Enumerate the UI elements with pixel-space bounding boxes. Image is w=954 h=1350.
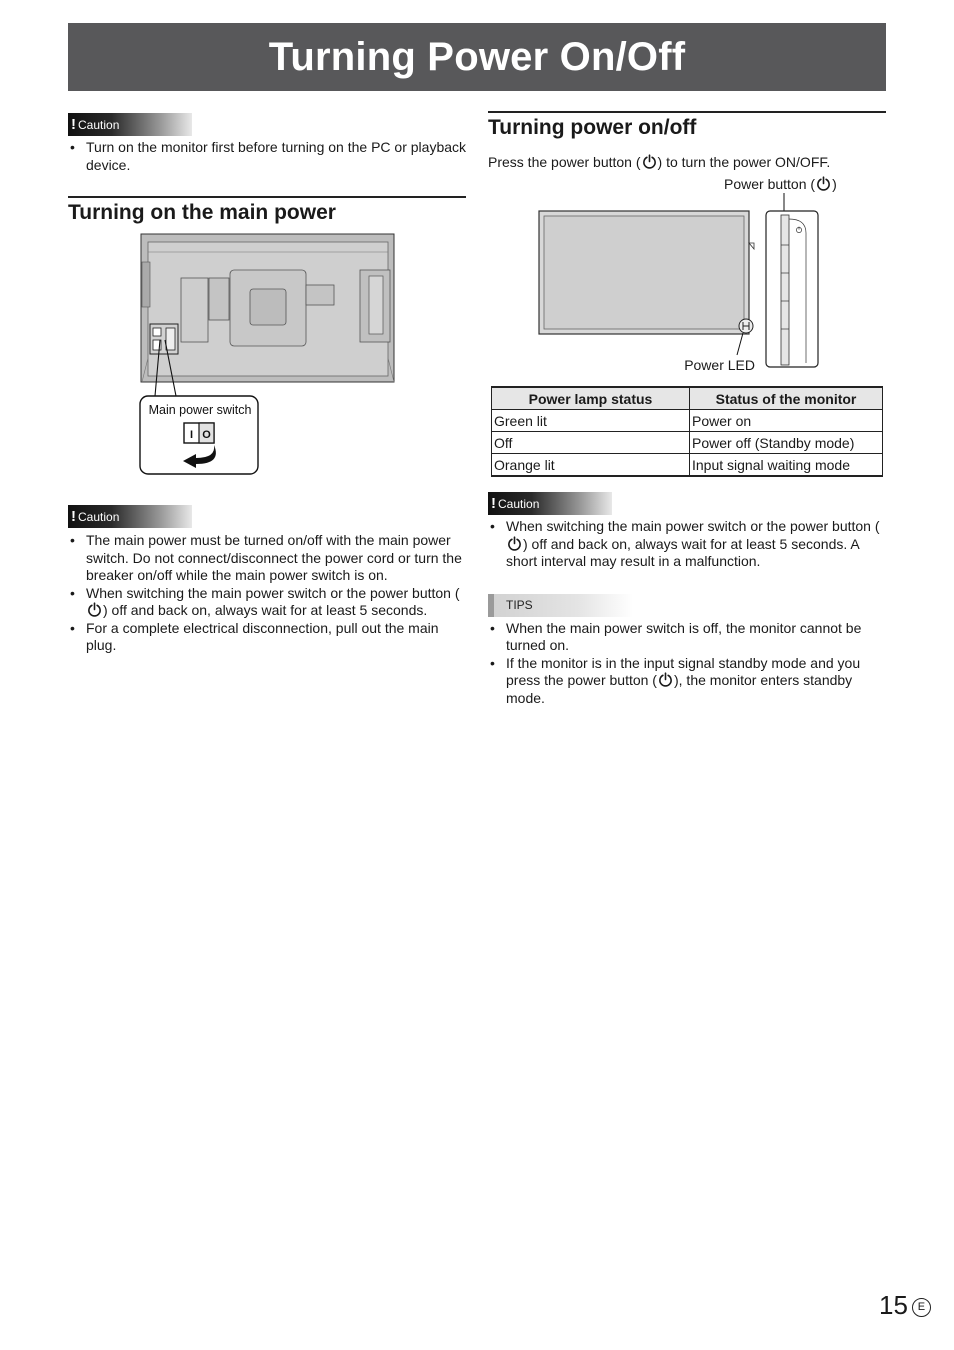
list-item-text: ), the monitor enters standby mode. (506, 672, 853, 706)
table-cell: Input signal waiting mode (690, 454, 883, 477)
list-item (488, 655, 886, 708)
list-item-text: ) off and back on, always wait for at least 5 seconds. (103, 602, 428, 618)
intro-text-pre: Press the power button ( (488, 154, 641, 170)
caution-badge (488, 492, 612, 515)
table-cell: Off (492, 432, 690, 454)
table-cell: Green lit (492, 410, 690, 432)
power-icon (507, 536, 522, 551)
power-icon (642, 154, 657, 169)
tips-list (488, 620, 886, 708)
monitor-front (539, 211, 749, 334)
monitor-front-figure (488, 193, 886, 383)
power-inlet (150, 324, 178, 354)
section-title-power-onoff: Turning power on/off (488, 111, 886, 140)
list-item (488, 518, 886, 571)
exclamation-icon: ! (71, 116, 76, 133)
list-item: • The main power must be turned on/off with the main power switch. Do not connect/disconnect the power cord or turn the breaker on/off while the main power switch is on. (68, 532, 466, 585)
list-item: • For a complete electrical disconnection, pull out the main plug. (68, 620, 466, 655)
power-icon (87, 602, 102, 617)
page-title: Turning Power On/Off (268, 34, 686, 79)
switch-off-symbol: O (202, 429, 211, 441)
main-power-switch-label: Main power switch (148, 403, 252, 417)
list-item-text: When switching the main power switch or the power button ( (86, 584, 460, 601)
list-item: • When the main power switch is off, the monitor cannot be turned on. (488, 620, 886, 655)
exclamation-icon: ! (491, 495, 496, 512)
page-number (879, 1290, 931, 1321)
table-header: Power lamp status (492, 387, 690, 410)
caution-label: Caution (498, 496, 540, 511)
tips-badge (488, 594, 633, 617)
tips-label: TIPS (506, 598, 533, 612)
section-title-main-power: Turning on the main power (68, 196, 466, 225)
monitor-side-panel (766, 211, 818, 367)
list-item-text: When switching the main power switch or the power button ( (506, 518, 880, 534)
title-bar (68, 23, 886, 91)
rear-panel-figure (68, 232, 466, 482)
list-item-text: If the monitor is in the input signal standby mode and you press the power button ( (506, 654, 861, 688)
table-header-row (492, 387, 883, 410)
intro-text (488, 154, 886, 171)
power-lamp-table (491, 386, 883, 477)
caution-badge (68, 113, 192, 136)
intro-text-post: ) to turn the power ON/OFF. (657, 154, 831, 170)
switch-on-symbol: I (189, 429, 194, 441)
table-row (492, 432, 883, 454)
exclamation-icon: ! (71, 508, 76, 525)
page-number-value: 15 (879, 1290, 908, 1320)
table-header: Status of the monitor (690, 387, 883, 410)
list-item: • Turn on the monitor first before turning on the PC or playback device. (68, 139, 466, 174)
power-button-label (724, 176, 886, 193)
table-cell: Power off (Standby mode) (690, 432, 883, 454)
rocker-switch-icon (184, 423, 214, 443)
caution-list (488, 518, 886, 571)
caution-list (68, 532, 466, 655)
table-cell: Orange lit (492, 454, 690, 477)
power-led-label: Power LED (684, 357, 755, 373)
table-row (492, 410, 883, 432)
power-led-icon (739, 319, 753, 333)
table-row (492, 454, 883, 477)
power-icon (816, 176, 831, 191)
monitor-rear-panel (141, 234, 394, 382)
left-column (68, 113, 466, 655)
language-mark: E (912, 1298, 931, 1317)
power-button-label-pre: Power button ( (724, 176, 816, 192)
power-icon (658, 672, 673, 687)
list-item-text: ) off and back on, always wait for at least 5 seconds. A short interval may result in a malfunction. (506, 535, 859, 569)
caution-label: Caution (78, 117, 120, 132)
table-cell: Power on (690, 410, 883, 432)
list-item (68, 585, 466, 620)
power-button-label-post: ) (832, 176, 837, 192)
caution-label: Caution (78, 509, 120, 524)
caution-badge (68, 505, 192, 528)
caution-list (68, 139, 466, 174)
right-column (488, 111, 886, 707)
